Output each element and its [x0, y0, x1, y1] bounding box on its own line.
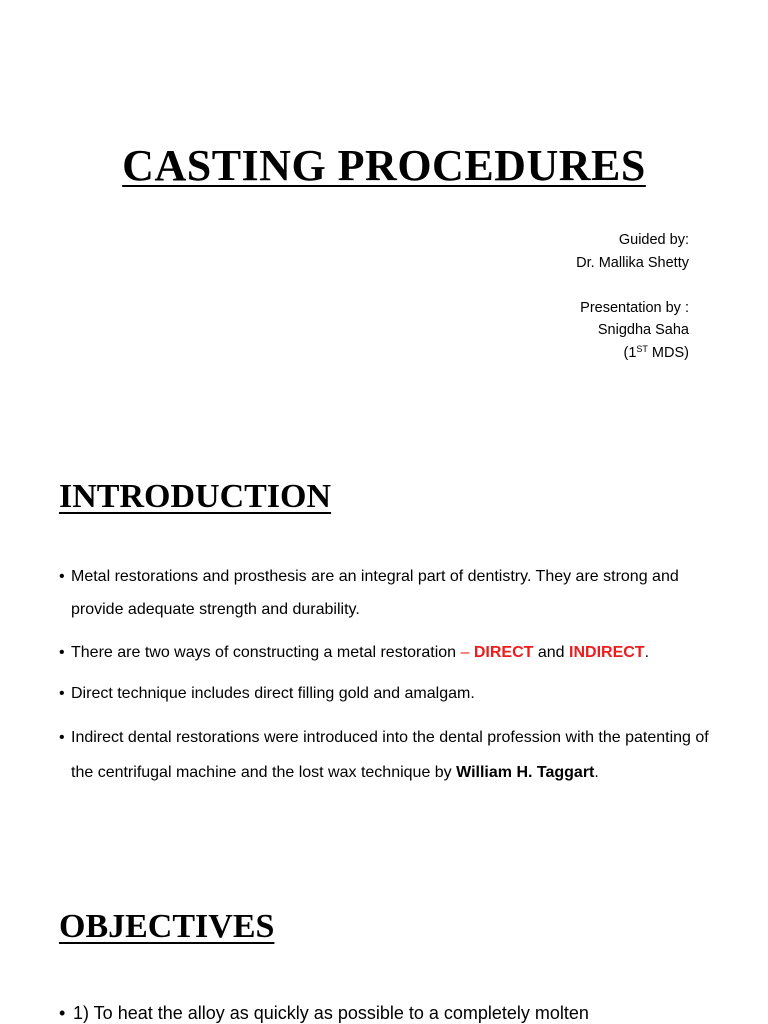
list-item — [59, 677, 719, 710]
objectives-heading: OBJECTIVES — [59, 908, 275, 945]
course-open: (1 — [623, 344, 637, 361]
page-title: CASTING PROCEDURES — [122, 141, 646, 190]
intro-bullet-4-end: . — [594, 764, 599, 781]
course-rest: MDS) — [647, 344, 689, 361]
objectives-list — [59, 997, 759, 1024]
intro-bullet-2-text: There are two ways of constructing a metal restoration — [71, 644, 461, 661]
presenter-course — [576, 342, 689, 365]
guide-name: Dr. Mallika Shetty — [576, 254, 689, 271]
taggart-name: William H. Taggart — [456, 764, 595, 781]
list-item — [59, 636, 719, 669]
objective-bullet-1: 1) To heat the alloy as quickly as possible to a completely molten — [73, 1003, 589, 1023]
guided-by-label: Guided by: — [618, 232, 689, 248]
introduction-list — [59, 560, 719, 790]
intro-bullet-4-text: Indirect dental restorations were introduced into the dental profession with the patenting of the centrifugal machine and the lost wax technique by — [71, 729, 709, 781]
intro-bullet-2-end: . — [644, 644, 650, 661]
indirect-keyword: INDIRECT — [569, 644, 645, 661]
introduction-heading: INTRODUCTION — [59, 478, 332, 515]
intro-bullet-2-dash: – — [460, 644, 474, 661]
list-item — [59, 997, 759, 1024]
course-ordinal: ST — [636, 343, 648, 354]
list-item — [59, 720, 719, 790]
direct-keyword: DIRECT — [473, 644, 534, 661]
credits-spacer — [576, 274, 689, 297]
intro-bullet-3: Direct technique includes direct filling gold and amalgam. — [71, 685, 475, 702]
presenter-name: Snigdha Saha — [597, 322, 689, 338]
intro-bullet-1: Metal restorations and prosthesis are an integral part of dentistry. They are strong and provide adequate strength and durability. — [71, 568, 679, 618]
intro-bullet-2-and: and — [533, 644, 570, 661]
presented-by-label: Presentation by : — [580, 299, 689, 316]
list-item — [59, 560, 719, 626]
credits-block — [576, 229, 689, 364]
